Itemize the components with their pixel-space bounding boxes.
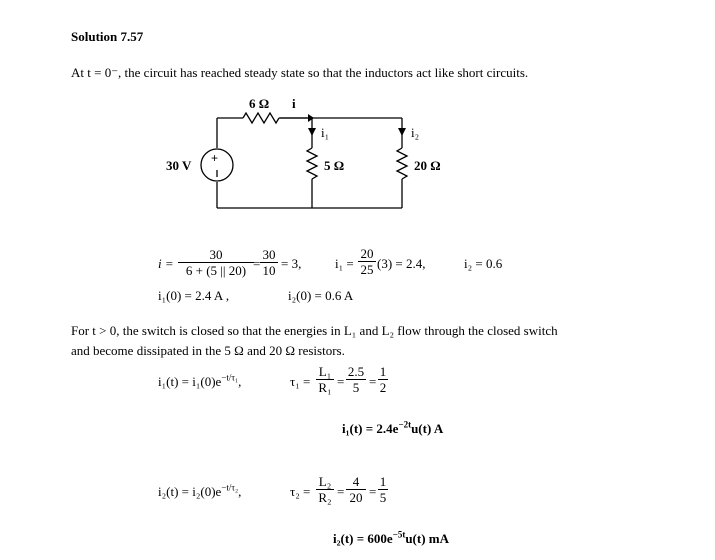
eq-i2-t-base: i₂(t) = i₂(0)e <box>158 484 222 499</box>
tau1-fracC-den: 2 <box>379 380 387 395</box>
result-i1-base: i₁(t) = 2.4e <box>342 421 399 436</box>
eq-i2-result: i₂ = 0.6 <box>464 256 503 271</box>
eq-i2-t-exponent: −t/τ₂ <box>221 482 239 493</box>
fraction-4-over-20 <box>346 475 366 504</box>
eq-i1-t-base: i₁(t) = i₁(0)e <box>158 374 222 389</box>
initial-i2: i₂(0) = 0.6 A <box>288 288 354 303</box>
frac3-num: 20 <box>358 247 376 262</box>
paragraph-2-line-2: and become dissipated in the 5 Ω and 20 Ω resistors. <box>71 343 345 358</box>
page-title: Solution 7.57 <box>71 29 144 44</box>
frac2-den: 10 <box>262 263 276 278</box>
eq-i1-t <box>158 374 241 390</box>
result-i2-base: i₂(t) = 600e <box>333 531 393 546</box>
fraction-1-over-5 <box>378 475 388 504</box>
tau2-fracB-num: 4 <box>346 475 366 490</box>
resistor-20-ohm <box>397 148 407 179</box>
source-voltage-label: 30 V <box>166 158 192 173</box>
tau1-fracA-num: L₁ <box>316 365 334 380</box>
result-i2-tail: u(t) mA <box>405 531 450 546</box>
result-i2-exponent: −5t <box>392 529 406 540</box>
tau2-fracC-den: 5 <box>379 490 387 505</box>
eq-i2-t-comma: , <box>238 484 242 499</box>
resistor-6-ohm <box>243 113 279 123</box>
result-i1-tail: u(t) A <box>411 421 444 436</box>
tau2-fracB-den: 20 <box>349 490 363 505</box>
tau2-eq-b: = <box>369 484 377 499</box>
current-i-label: i <box>292 96 296 111</box>
eq-tau1-lhs: τ₁ = <box>290 374 311 389</box>
eq-i1-result: (3) = 2.4, <box>377 256 426 271</box>
tau1-eq-a: = <box>337 374 345 389</box>
eq-tau2-lhs: τ₂ = <box>290 484 311 499</box>
paragraph-2-line-1: For t > 0, the switch is closed so that the energies in L₁ and L₂ flow through the closed switch <box>71 323 558 338</box>
current-i2-label: i₂ <box>411 125 420 140</box>
arrowhead-i2 <box>398 128 406 136</box>
frac3-den: 25 <box>360 262 374 277</box>
eq-i2-t <box>158 484 241 500</box>
intro-paragraph: At t = 0⁻, the circuit has reached steady state so that the inductors act like short circuits. <box>71 65 529 80</box>
tau1-eq-b: = <box>369 374 377 389</box>
eq-result-3: = 3, <box>281 256 302 271</box>
tau2-fracC-num: 1 <box>379 474 387 489</box>
resistor-5-label: 5 Ω <box>324 158 345 173</box>
arrowhead-i1 <box>308 128 316 136</box>
tau1-fracB-num: 2.5 <box>347 364 365 379</box>
tau1-fracB-den: 5 <box>352 380 360 395</box>
tau2-fracA-num: L₂ <box>316 475 334 490</box>
eq-i1-t-exponent: −t/τ₁ <box>221 372 239 383</box>
resistor-5-ohm <box>307 148 317 179</box>
fraction-L2-over-R2 <box>316 475 334 504</box>
resistor-6-label: 6 Ω <box>249 96 270 111</box>
fraction-1-over-2 <box>378 365 388 394</box>
tau2-fracA-den: R₂ <box>318 490 332 505</box>
tau1-fracC-num: 1 <box>379 364 387 379</box>
result-i1 <box>342 421 443 437</box>
source-plus-sign: + <box>211 151 219 165</box>
fraction-30-over-6-plus <box>178 248 254 277</box>
tau2-eq-a: = <box>337 484 345 499</box>
frac1-den: 6 + (5 || 20) <box>185 263 247 278</box>
eq-i1-lhs: i₁ = <box>335 256 354 271</box>
fraction-20-over-25 <box>358 247 376 276</box>
result-i2 <box>333 531 449 547</box>
result-i1-exponent: −2t <box>398 419 412 430</box>
fraction-30-over-10 <box>260 248 278 277</box>
arrowhead-i <box>308 114 314 122</box>
initial-i1: i₁(0) = 2.4 A , <box>158 288 230 303</box>
eq-i1-t-comma: , <box>238 374 242 389</box>
current-i1-label: i₁ <box>321 125 330 140</box>
frac1-num: 30 <box>178 248 254 263</box>
tau1-fracA-den: R₁ <box>318 380 332 395</box>
eq-sign-1: = <box>253 256 261 271</box>
resistor-20-label: 20 Ω <box>414 158 441 173</box>
eq-i-lhs: i = <box>158 256 174 271</box>
fraction-2-5-over-5 <box>346 365 366 394</box>
fraction-L1-over-R1 <box>316 365 334 394</box>
frac2-num: 30 <box>260 248 278 263</box>
